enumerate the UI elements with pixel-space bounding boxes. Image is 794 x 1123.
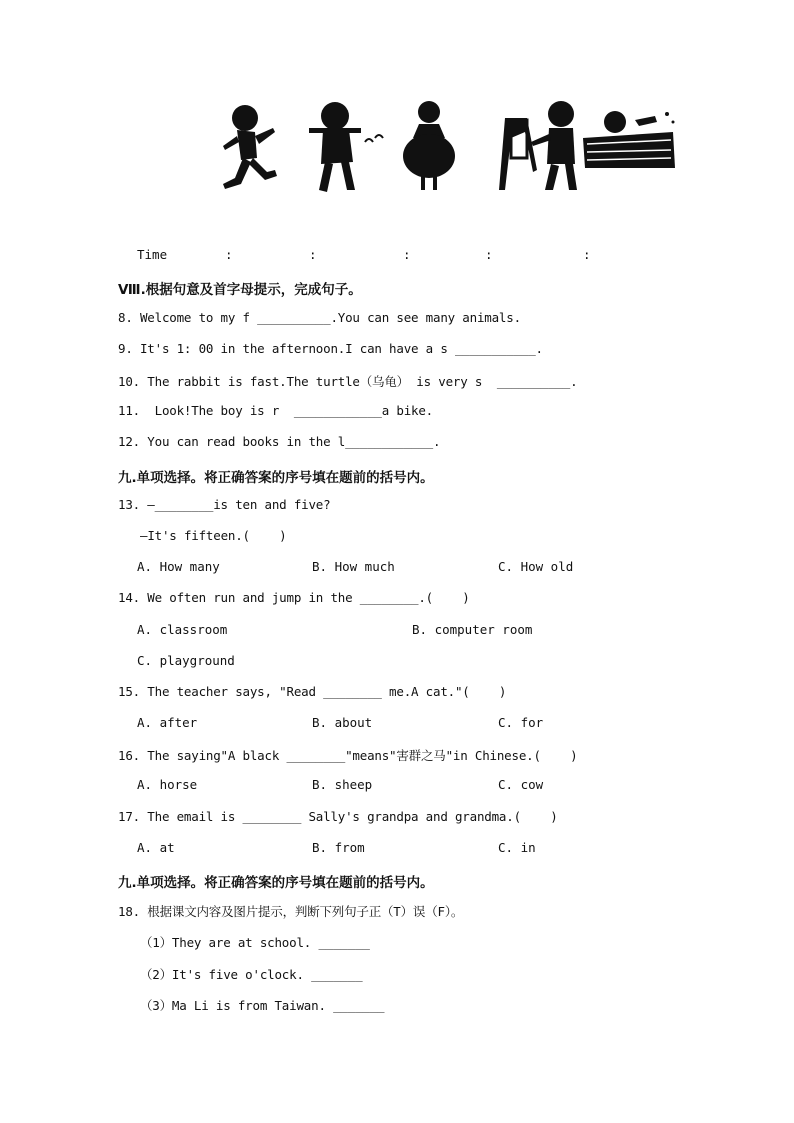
- section-9-title: 九.单项选择。将正确答案的序号填在题前的括号内。: [118, 470, 434, 486]
- activity-illustration: [215, 98, 680, 198]
- question-15-option-b: B. about: [312, 715, 373, 730]
- dancing-girl-picture: [403, 101, 455, 190]
- question-12: 12. You can read books in the l____________.: [118, 434, 441, 449]
- question-17-option-b: B. from: [312, 840, 365, 855]
- question-16-option-a: A. horse: [137, 777, 198, 792]
- question-17-option-a: A. at: [137, 840, 175, 855]
- question-14-option-b: B. computer room: [412, 622, 533, 637]
- question-15-option-a: A. after: [137, 715, 198, 730]
- question-18-item-1: （1）They are at school. _______: [140, 935, 370, 950]
- running-child-picture: [223, 105, 277, 189]
- question-18-stem: 18. 根据课文内容及图片提示，判断下列句子正（T）误（F）。: [118, 904, 464, 919]
- time-colon-3: :: [403, 247, 411, 262]
- question-14-stem: 14. We often run and jump in the ________.( ): [118, 590, 470, 605]
- question-17-option-c: C. in: [498, 840, 536, 855]
- question-16-option-c: C. cow: [498, 777, 544, 792]
- section-8-title: Ⅷ.根据句意及首字母提示，完成句子。: [118, 282, 362, 298]
- time-colon-5: :: [583, 247, 591, 262]
- question-16-option-b: B. sheep: [312, 777, 373, 792]
- time-colon-1: :: [225, 247, 233, 262]
- question-13-option-b: B. How much: [312, 559, 395, 574]
- question-15-stem: 15. The teacher says, "Read ________ me.A cat."( ): [118, 684, 507, 699]
- question-13-option-a: A. How many: [137, 559, 220, 574]
- question-18-item-3: （3）Ma Li is from Taiwan. _______: [140, 998, 385, 1013]
- question-13-stem: 13. –________is ten and five?: [118, 497, 331, 512]
- question-13-option-c: C. How old: [498, 559, 574, 574]
- question-17-stem: 17. The email is ________ Sally's grandpa and grandma.( ): [118, 809, 558, 824]
- activity-pictures: [215, 98, 680, 198]
- section-9b-title: 九.单项选择。将正确答案的序号填在题前的括号内。: [118, 875, 434, 891]
- painting-child-picture: [499, 101, 577, 190]
- swimming-child-picture: [583, 111, 675, 168]
- question-14-option-a: A. classroom: [137, 622, 228, 637]
- question-13-answer: –It's fifteen.( ): [140, 528, 287, 543]
- time-row: [137, 247, 657, 265]
- question-8: 8. Welcome to my f __________.You can see many animals.: [118, 310, 521, 325]
- flute-child-picture: [309, 102, 383, 192]
- question-16-stem: 16. The saying"A black ________"means"害群之马"in Chinese.( ): [118, 748, 578, 763]
- time-colon-2: :: [309, 247, 317, 262]
- time-label: Time: [137, 247, 168, 262]
- question-10: 10. The rabbit is fast.The turtle（乌龟） is very s __________.: [118, 374, 578, 389]
- question-15-option-c: C. for: [498, 715, 544, 730]
- question-11: 11. Look!The boy is r ____________a bike.: [118, 403, 434, 418]
- time-colon-4: :: [485, 247, 493, 262]
- question-14-option-c: C. playground: [137, 653, 235, 668]
- question-9: 9. It's 1: 00 in the afternoon.I can have a s ___________.: [118, 341, 543, 356]
- question-18-item-2: （2）It's five o'clock. _______: [140, 967, 363, 982]
